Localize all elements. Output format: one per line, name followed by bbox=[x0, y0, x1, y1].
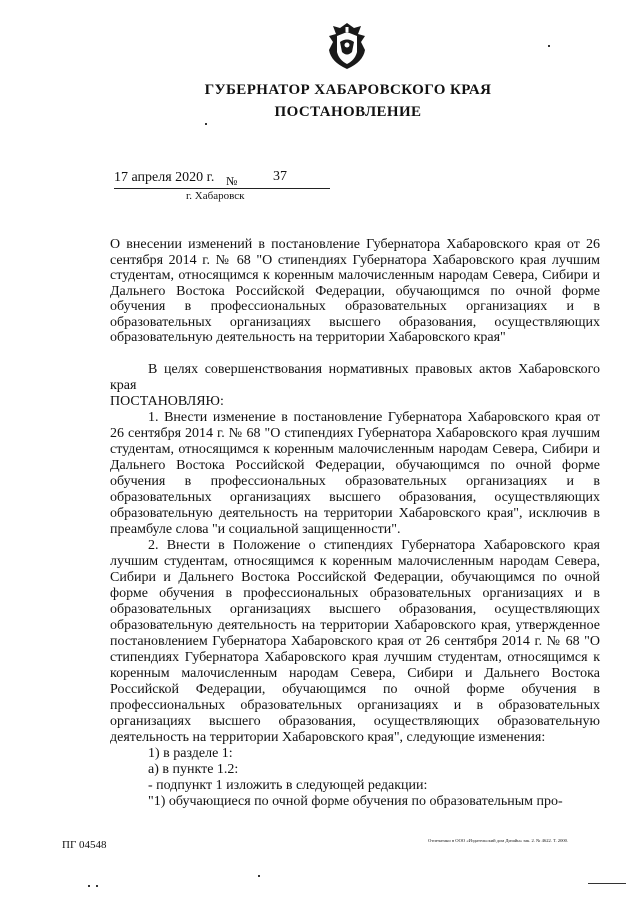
document-type: ПОСТАНОВЛЕНИЕ bbox=[274, 104, 422, 120]
scan-speck bbox=[548, 45, 550, 47]
quoted-text-line: "1) обучающиеся по очной форме обучения по образовательным про- bbox=[148, 794, 563, 809]
number-label: № bbox=[226, 174, 238, 188]
scan-speck bbox=[96, 885, 98, 887]
subitem-1: 1) в разделе 1: bbox=[148, 746, 233, 761]
scan-speck bbox=[88, 885, 90, 887]
decree-word: ПОСТАНОВЛЯЮ: bbox=[110, 394, 224, 409]
item-1-paragraph: 1. Внести изменение в постановление Губернатора Хабаровского края от 26 сентября 2014 г. № 68 "О стипендиях Губернатора Хабаровского края лучшим студентам, относящимся к коренным малочисленным народам Севера, Сибири и Дальнего Востока Российской Федерации, обучающимся по очной форме обучения в профессиональных образовательных организациях и в образовательных организациях высшего образования, осуществляющих образовательную деятельность на территории Хабаровского края", исключив в преамбуле слова "и социальной защищенности". bbox=[110, 410, 600, 537]
document-subject: О внесении изменений в постановление Губернатора Хабаровского края от 26 сентября 2014 г. № 68 "О стипендиях Губернатора Хабаровского края лучшим студентам, относящимся к коренным малочисленным народам Севера, Сибири и Дальнего Востока Российской Федерации, обучающимся по очной форме обучения в профессиональных образовательных организациях и в образовательных организациях высшего образования, осуществляющих образовательную деятельность на территории Хабаровского края" bbox=[110, 237, 600, 345]
coat-of-arms-icon bbox=[327, 22, 367, 70]
scan-speck bbox=[588, 883, 626, 884]
document-number: 37 bbox=[273, 169, 287, 184]
scan-speck bbox=[205, 123, 207, 125]
publisher-note: Отпечатано в ООО «Издательский дом Дизайн» зак. 2. № 4622. Т. 2000. bbox=[428, 838, 569, 843]
subitem-1a: а) в пункте 1.2: bbox=[148, 762, 239, 777]
item-2-paragraph: 2. Внести в Положение о стипендиях Губернатора Хабаровского края лучшим студентам, относящимся к коренным малочисленным народам Севера, Сибири и Дальнего Востока Российской Федерации, обучающимся по очной форме обучения в профессиональных образовательных организациях и в образовательных организациях высшего образования, осуществляющих образовательную деятельность на территории Хабаровского края, утвержденное постановлением Губернатора Хабаровского края от 26 сентября 2014 г. № 68 "О стипендиях Губернатора Хабаровского края лучшим студентам, относящимся к коренным малочисленным народам Севера, Сибири и Дальнего Востока Российской Федерации, обучающимся по очной форме обучения в профессиональных образовательных организациях и в образовательных организациях высшего образования, осуществляющих образовательную деятельность на территории Хабаровского края", следующие изменения: bbox=[110, 538, 600, 745]
form-code: ПГ 04548 bbox=[62, 839, 107, 851]
scan-speck bbox=[258, 875, 260, 877]
document-city: г. Хабаровск bbox=[186, 190, 245, 202]
document-date: 17 апреля 2020 г. bbox=[114, 170, 215, 185]
subitem-1a-dash: - подпункт 1 изложить в следующей редакции: bbox=[148, 778, 428, 793]
governor-title: ГУБЕРНАТОР ХАБАРОВСКОГО КРАЯ bbox=[204, 82, 492, 98]
preamble-paragraph: В целях совершенствования нормативных правовых актов Хабаровского края bbox=[110, 362, 600, 393]
document-body bbox=[110, 362, 600, 810]
